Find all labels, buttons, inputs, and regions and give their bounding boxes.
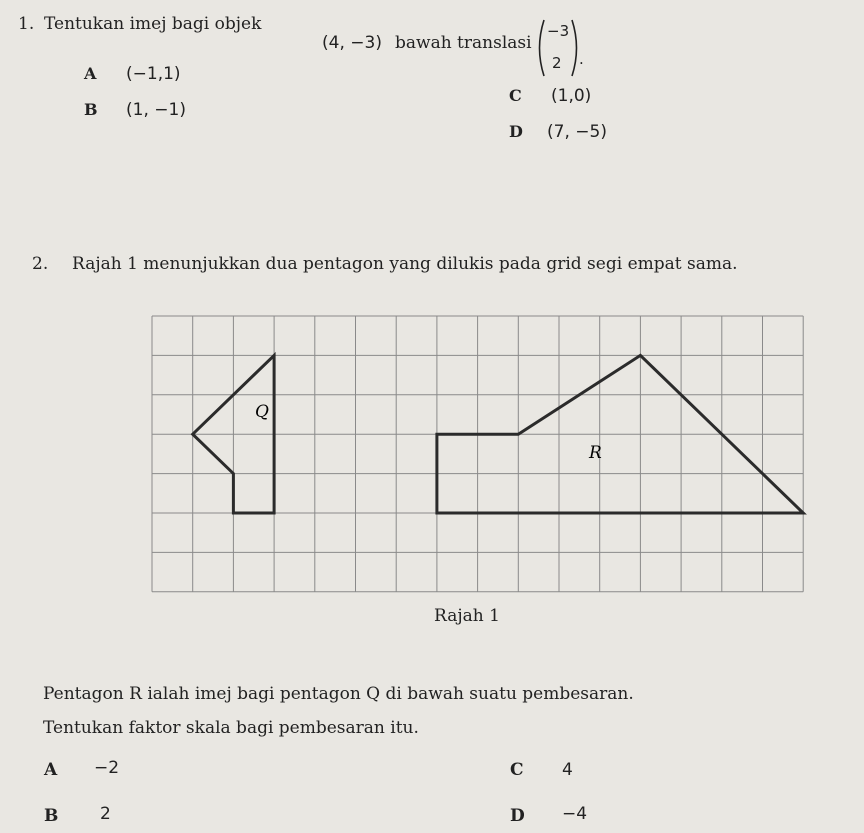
- q2-option-d-letter: D: [510, 806, 525, 826]
- q2-option-d-value: −4: [562, 804, 588, 824]
- q2-option-a-letter: A: [44, 760, 58, 780]
- q1-option-a-value: (−1,1): [126, 64, 181, 84]
- q2-option-c-value: 4: [562, 760, 573, 780]
- pentagon-r-label: R: [589, 443, 602, 463]
- question-2-statement: Pentagon R ialah imej bagi pentagon Q di bawah suatu pembesaran.: [43, 684, 634, 704]
- q1-option-a-letter: A: [84, 64, 97, 83]
- q2-option-b-letter: B: [44, 806, 59, 826]
- pentagon-q-label: Q: [255, 402, 269, 422]
- q1-option-b-value: (1, −1): [126, 100, 186, 120]
- vector-end-period: .: [579, 50, 584, 68]
- question-1-number: 1.: [18, 14, 35, 34]
- question-2-text: Rajah 1 menunjukkan dua pentagon yang dilukis pada grid segi empat sama.: [72, 254, 738, 274]
- q2-option-b-value: 2: [100, 804, 111, 824]
- q1-option-b-letter: B: [84, 100, 98, 119]
- question-1-text-after: bawah translasi: [395, 33, 532, 53]
- q1-option-d-value: (7, −5): [547, 122, 607, 142]
- question-2-number: 2.: [32, 254, 49, 274]
- q1-option-c-letter: C: [509, 86, 522, 105]
- q1-option-c-value: (1,0): [551, 86, 592, 106]
- grid-lines: [152, 316, 803, 592]
- q2-option-a-value: −2: [94, 758, 120, 778]
- question-2-instruction: Tentukan faktor skala bagi pembesaran itu.: [43, 718, 419, 738]
- vector-top-value: −3: [547, 22, 570, 40]
- question-1-point: (4, −3): [322, 33, 382, 53]
- q1-option-d-letter: D: [509, 122, 523, 141]
- question-1-text: Tentukan imej bagi objek: [44, 14, 262, 34]
- vector-bottom-value: 2: [552, 54, 562, 72]
- figure-caption: Rajah 1: [434, 606, 500, 626]
- q2-option-c-letter: C: [510, 760, 524, 780]
